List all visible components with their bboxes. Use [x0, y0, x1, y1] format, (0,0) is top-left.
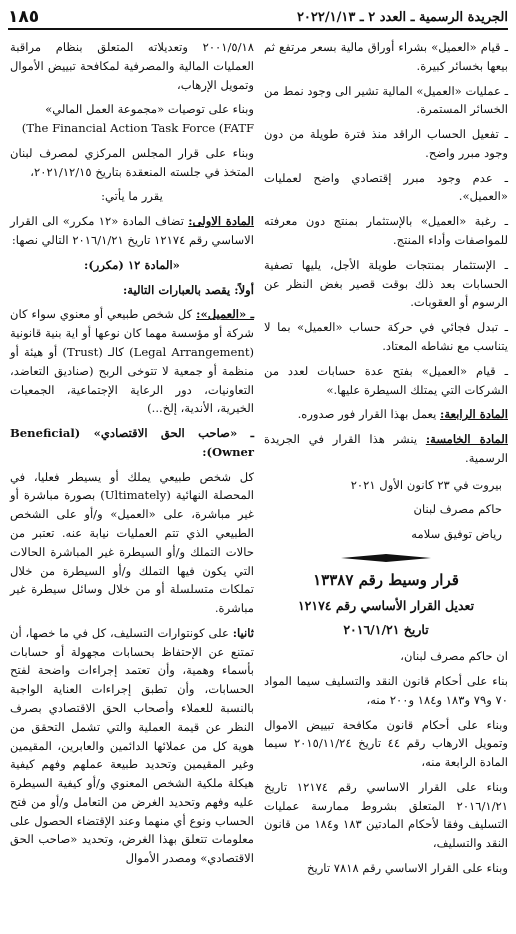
fatf-recital	[10, 100, 254, 138]
divider-ornament-icon	[341, 554, 431, 562]
decision-subtitle: تعديل القرار الأساسي رقم ١٢١٧٤	[297, 597, 475, 613]
article-5	[264, 430, 508, 468]
page-header	[8, 6, 508, 30]
decision-title: قرار وسيط رقم ١٣٣٨٧	[313, 570, 459, 589]
client-english-trust: Trust	[66, 344, 99, 359]
owner-def-part-1: كل شخص طبيعي يملك أو يسيطر فعليا، في المحصلة النهائية (	[10, 469, 254, 503]
client-def-part-2: ) كالـ (	[98, 344, 134, 359]
article-1-text: تضاف المادة «١٢ مكرر» الى القرار الاساسي رقم ١٢١٧٤ تاريخ ٢٠١٦/١/٢١ التالي نصها:	[10, 214, 254, 248]
indicator-item: ـ قيام «العميل» بشراء أوراق مالية بسعر مرتفع ثم بيعها بخسائر كبيرة.	[264, 40, 508, 73]
client-definition	[10, 305, 254, 418]
article-5-label: المادة الخامسة:	[425, 432, 508, 447]
owner-def-part-2: ) بصورة مباشرة أو غير مباشرة، على «العميل» و/أو على الشخص الطبيعي الذي تتم العمليات نيابة عنه. تعتبر من حالات التملك و/أو السيطرة غير المباشرة الحالات التي يكون فيها التملك و/أو السيطرة من خلال تملكات متسلسلة أو من خلال وسائل سيطرة غير مباشرة.	[10, 488, 254, 616]
client-def-part-3: ) أو هيئة أو منظمة أو جمعية لا تتوخى الربح (صناديق التعاضد، التعاونيات، دور الرعاية الإجتماعية، الجمعيات الخيرية، الأندية، إلخ...)	[10, 344, 254, 416]
decision-intro: ان حاكم مصرف لبنان،	[400, 649, 508, 664]
article-12-heading: «المادة ١٢ (مكرر):	[84, 257, 180, 272]
fatf-text: وبناء على توصيات «مجموعة العمل المالي»	[45, 102, 254, 117]
article-1	[10, 212, 254, 250]
article-1-label: المادة الاولى:	[188, 214, 254, 229]
place-date: بيروت في ٢٣ كانون الأول ٢٠٢١	[350, 477, 502, 492]
client-def-part-1: كل شخص طبيعي أو معنوي سواء كان شركة أو مؤسسة مهما كان نوعها أو اية بنية قانونية (	[10, 307, 255, 359]
client-english-legal-arrangement: Legal Arrangement	[133, 344, 250, 359]
page-number: ١٨٥	[8, 7, 40, 27]
first-heading: أولاً: يقصد بالعبارات التالية:	[122, 282, 254, 297]
article-5-text: ينشر هذا القرار في الجريدة الرسمية.	[264, 432, 508, 465]
recital: بناء على أحكام قانون النقد والتسليف سيما المواد ٧٠ و٧٩ و١٨٣ و١٨٤ و٢٠٠ منه،	[264, 674, 508, 707]
two-column-body	[8, 38, 508, 884]
second-clause	[10, 624, 254, 868]
article-4-text: يعمل بهذا القرار فور صدوره.	[297, 407, 441, 422]
recital: وبناء على أحكام قانون مكافحة تبييض الاموال وتمويل الارهاب رقم ٤٤ تاريخ ٢٠١٥/١١/٢٤ سيما المادة الرابعة منه،	[264, 717, 508, 770]
article-4	[264, 405, 508, 424]
indicator-item: ـ رغبة «العميل» بالإستثمار بمنتج دون معرفته للمواصفات وأداء المنتج.	[264, 214, 508, 248]
indicator-item: ـ الإستثمار بمنتجات طويلة الأجل، يليها تصفية الحسابات بعد ذلك بوقت قصير بغض النظر عن الرسوم أو العقوبات.	[264, 257, 508, 310]
owner-term: ـ «صاحب الحق الاقتصادي» (Beneficial Owner):	[10, 426, 254, 459]
indicator-item: ـ عدم وجود مبرر إقتصادي واضح لعمليات «العميل».	[264, 170, 508, 204]
article-4-label: المادة الرابعة:	[440, 407, 508, 422]
decides-line: يقرر ما يأتي:	[101, 189, 163, 204]
fatf-english: (The Financial Action Task Force (FATF	[21, 121, 254, 136]
owner-definition	[10, 468, 254, 618]
recital: وبناء على القرار الاساسي رقم ٧٨١٨ تاريخ	[307, 861, 508, 876]
signer-name: رياض توفيق سلامه	[411, 527, 502, 542]
recital: وبناء على القرار الاساسي رقم ١٢١٧٤ تاريخ ٢٠١٦/١/٢١ المتعلق بشروط ممارسة عمليات التسليف وفقا لأحكام المادتين ١٨٣ و١٨٤ من قانون النقد والتسليف،	[264, 779, 508, 851]
indicator-item: ـ تبدل فجائي في حركة حساب «العميل» بما لا يتناسب مع نشاطه المعتاد.	[264, 320, 508, 353]
second-label: ثانيا:	[232, 625, 254, 640]
signer-title: حاكم مصرف لبنان	[413, 502, 502, 517]
recital-continuation: ٢٠٠١/٥/١٨ وتعديلاته المتعلق بنظام مراقبة العمليات المالية والمصرفية لمكافحة تبييض الأموال وتمويل الإرهاب،	[10, 40, 254, 92]
left-column	[10, 38, 254, 884]
second-text: على كونتوارات التسليف، كل في ما خصها، أن تمتنع عن الإحتفاظ بحسابات مجهولة أو حسابات بأسماء وهمية، وأن تعتمد إجراءات واضحة لفتح الحسابات، وأن تطبق إجراءات العناية الواجبة بالنسبة للعملاء وأصحاب الحق الاقتصادي بصرف النظر عن قيمة العملية والتي تشمل التحقق من هوية كل من عملائها الدائمين والعابرين، المقيمين وغير المقيمين وتحديد طبيعة عملهم وفهم كيفية هيكلة ملكية الشخص المعنوي و/أو كيفية السيطرة عليه وفهم وتحديد الغرض من التعامل و/أو من فتح الحساب ونوع أي منهما وعند الإقتضاء الحصول على معلومات تتعلق بهذا الغرض، وتحديد «صاحب الحق الاقتصادي» ومصدر الأموال	[10, 625, 254, 866]
owner-english-ultimately: Ultimately	[104, 488, 167, 503]
council-recital: وبناء على قرار المجلس المركزي لمصرف لبنان المتخذ في جلسته المنعقدة بتاريخ ٢٠٢١/١٢/١٥،	[10, 145, 254, 179]
indicator-item: ـ تفعيل الحساب الراقد منذ فترة طويلة من دون وجود مبرر واضح.	[264, 127, 508, 160]
client-term: ـ «العميل»:	[196, 307, 254, 322]
decision-date: تاريخ ٢٠١٦/١/٢١	[343, 622, 429, 638]
header-title: الجريدة الرسمية ـ العدد ٢ ـ ٢٠٢٢/١/١٣	[296, 9, 508, 25]
indicator-item: ـ عمليات «العميل» المالية تشير الى وجود نمط من الخسائر المستمرة.	[264, 83, 508, 117]
right-column	[264, 38, 508, 884]
indicator-item: ـ قيام «العميل» بفتح عدة حسابات لعدد من الشركات التي يمتلك السيطرة عليها.»	[264, 363, 508, 397]
section-divider	[264, 554, 508, 562]
